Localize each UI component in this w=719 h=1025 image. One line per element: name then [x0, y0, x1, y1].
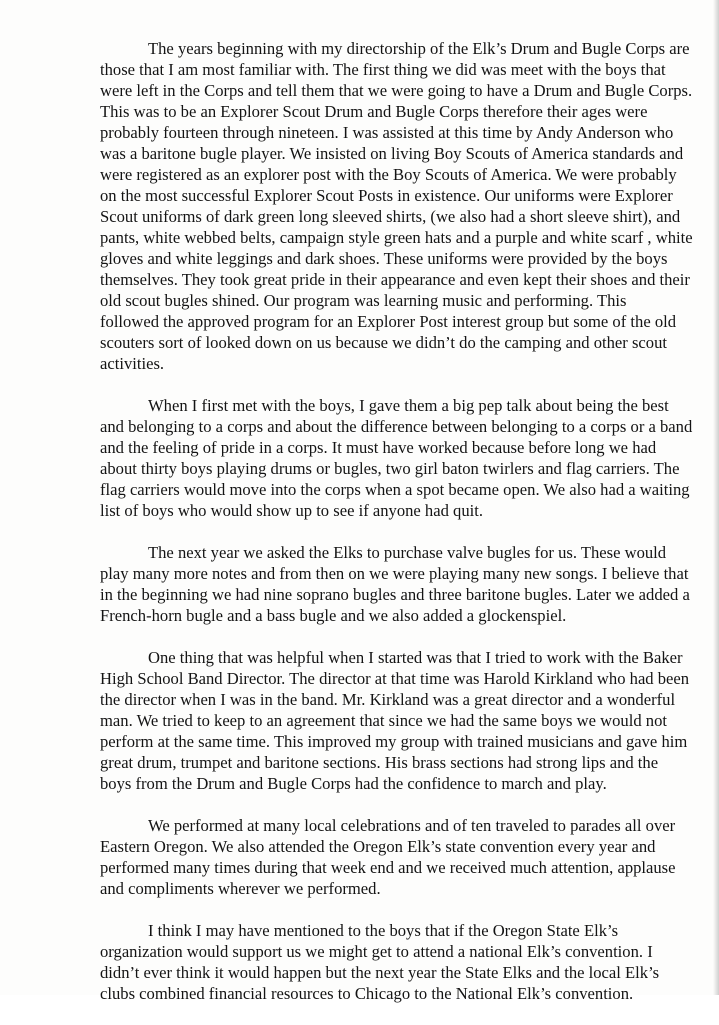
text-line: was a baritone bugle player. We insisted on living Boy Scouts of America standards and — [100, 144, 684, 163]
text-line: old scout bugles shined. Our program was learning music and performing. This — [100, 291, 627, 310]
text-line: We performed at many local celebrations and of ten traveled to parades all over — [148, 816, 676, 835]
text-line: Eastern Oregon. We also attended the Oregon Elk’s state convention every year and — [100, 837, 656, 856]
text-line: boys from the Drum and Bugle Corps had the confidence to march and play. — [100, 774, 607, 793]
text-line: gloves and white leggings and dark shoes. These uniforms were provided by the boys — [100, 249, 668, 268]
text-line: list of boys who would show up to see if anyone had quit. — [100, 501, 484, 520]
document-body — [52, 38, 692, 1025]
text-line: followed the approved program for an Explorer Post interest group but some of the old — [100, 312, 677, 331]
text-line: One thing that was helpful when I started was that I tried to work with the Baker — [148, 648, 683, 667]
text-line: clubs combined financial resources to Chicago to the National Elk’s convention. — [100, 984, 634, 1003]
text-line: the director when I was in the band. Mr. Kirkland was a great director and a wonderful — [100, 690, 676, 709]
text-line: themselves. They took great pride in their appearance and even kept their shoes and their — [100, 270, 690, 289]
page-edge-shadow — [713, 0, 719, 995]
text-line: didn’t ever think it would happen but the next year the State Elks and the local Elk’s — [100, 963, 660, 982]
text-line: on the most successful Explorer Scout Posts in existence. Our uniforms were Explorer — [100, 186, 673, 205]
text-line: I think I may have mentioned to the boys that if the Oregon State Elk’s — [148, 921, 619, 940]
text-line: This was to be an Explorer Scout Drum and Bugle Corps therefore their ages were — [100, 102, 648, 121]
text-line: and belonging to a corps and about the difference between belonging to a corps or a band — [100, 417, 693, 436]
text-line: were left in the Corps and tell them that we were going to have a Drum and Bugle Corps. — [100, 81, 693, 100]
paragraph-performances — [52, 815, 692, 899]
text-line: and compliments wherever we performed. — [100, 879, 381, 898]
text-line: When I first met with the boys, I gave them a big pep talk about being the best — [148, 396, 669, 415]
text-line: organization would support us we might get to attend a national Elk’s convention. I — [100, 942, 653, 961]
paragraph-corps-beginnings — [52, 38, 692, 374]
text-line: were registered as an explorer post with the Boy Scouts of America. We were probably — [100, 165, 677, 184]
text-line: probably fourteen through nineteen. I was assisted at this time by Andy Anderson who — [100, 123, 674, 142]
paragraph-national-convention — [52, 920, 692, 1004]
text-line: about thirty boys playing drums or bugles, two girl baton twirlers and flag carriers. The — [100, 459, 680, 478]
paragraph-pep-talk — [52, 395, 692, 521]
text-line: and the feeling of pride in a corps. It must have worked because before long we had — [100, 438, 657, 457]
text-line: performed many times during that week end and we received much attention, applause — [100, 858, 676, 877]
paragraph-band-director — [52, 647, 692, 794]
text-line: pants, white webbed belts, campaign style green hats and a purple and white scarf , white — [100, 228, 693, 247]
text-line: High School Band Director. The director at that time was Harold Kirkland who had been — [100, 669, 690, 688]
text-line: flag carriers would move into the corps when a spot became open. We also had a waiting — [100, 480, 690, 499]
text-line: The next year we asked the Elks to purchase valve bugles for us. These would — [148, 543, 667, 562]
text-line: French-horn bugle and a bass bugle and we also added a glockenspiel. — [100, 606, 567, 625]
text-line: man. We tried to keep to an agreement that since we had the same boys we would not — [100, 711, 667, 730]
text-line: Scout uniforms of dark green long sleeved shirts, (we also had a short sleeve shirt), and — [100, 207, 681, 226]
text-line: The years beginning with my directorship of the Elk’s Drum and Bugle Corps are — [148, 39, 690, 58]
text-line: play many more notes and from then on we were playing many new songs. I believe that — [100, 564, 689, 583]
text-line: perform at the same time. This improved my group with trained musicians and gave him — [100, 732, 688, 751]
text-line: those that I am most familiar with. The first thing we did was meet with the boys that — [100, 60, 666, 79]
text-line: activities. — [100, 354, 165, 373]
text-line: great drum, trumpet and baritone sections. His brass sections had strong lips and the — [100, 753, 659, 772]
paragraph-valve-bugles — [52, 542, 692, 626]
text-line: in the beginning we had nine soprano bugles and three baritone bugles. Later we added a — [100, 585, 690, 604]
text-line: scouters sort of looked down on us because we didn’t do the camping and other scout — [100, 333, 667, 352]
